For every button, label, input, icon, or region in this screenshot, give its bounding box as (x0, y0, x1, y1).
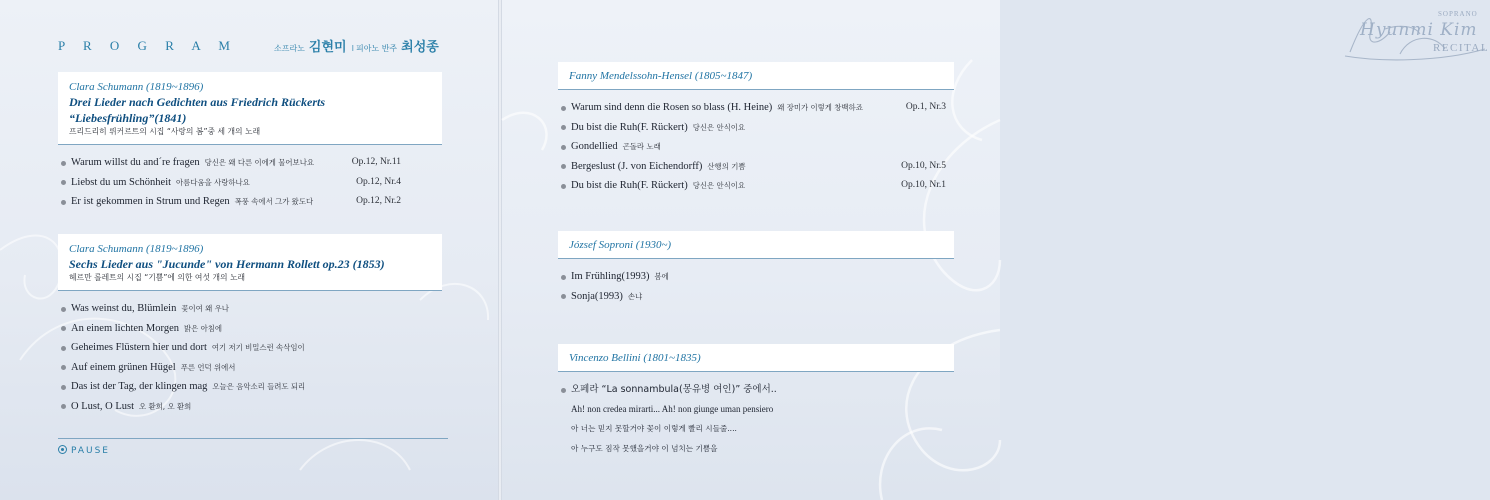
section-header (58, 234, 442, 291)
opus-number: Op.10, Nr.5 (901, 160, 946, 171)
program-heading: P R O G R A M (58, 38, 238, 53)
logo-bottom-text: RECITAL (1433, 42, 1490, 54)
song-title-korean: 꽃이여 왜 우나 (181, 304, 229, 313)
pause-marker (58, 438, 448, 456)
song-title-korean: 왜 장미가 이렇게 창백하죠 (777, 103, 863, 112)
song-title: An einem lichten Morgen (71, 322, 179, 334)
song-title-korean: 봄에 (654, 272, 669, 281)
song-title: O Lust, O Lust (71, 400, 134, 412)
song-item (58, 338, 442, 358)
song-title-korean: 오늘은 음악소리 들려도 되리 (212, 382, 306, 391)
song-title-korean: 오 환희, 오 환희 (139, 401, 192, 411)
composer-name: Fanny Mendelssohn-Hensel (1805~1847) (569, 70, 753, 82)
opus-number: Op.10, Nr.1 (901, 180, 946, 190)
composer-name: Vincenzo Bellini (1801~1835) (569, 352, 701, 364)
program-section-jozsef-soproni (558, 231, 954, 306)
song-item (58, 153, 442, 173)
performers-credit (274, 36, 442, 55)
song-title: Bergeslust (J. von Eichendorff) (571, 160, 703, 172)
song-item (558, 118, 954, 138)
soprano-name: 김현미 (308, 40, 347, 55)
song-title-korean: 폭풍 속에서 그가 왔도다 (234, 197, 314, 206)
composer-name: József Soproni (1930~) (569, 239, 672, 251)
song-title-korean: 당신은 왜 다른 이에게 물어보나요 (204, 158, 314, 167)
song-list (558, 98, 954, 196)
song-item (58, 192, 442, 212)
song-title-korean: 여기 저기 비밀스런 속삭임이 (211, 343, 305, 352)
composer-name: Clara Schumann (1819~1896) (69, 243, 204, 255)
song-title-korean: 밝은 아침에 (184, 323, 223, 333)
song-title: Warum sind denn die Rosen so blass (H. Heine) (571, 102, 773, 113)
section-header (558, 344, 954, 372)
song-item (58, 319, 442, 339)
song-title-korean: 손냐 (627, 291, 643, 301)
opus-number: Op.1, Nr.3 (905, 102, 946, 112)
pause-label: PAUSE (71, 446, 110, 456)
work-title: Sechs Lieder aus "Jucunde" von Hermann Rollett op.23 (1853) (69, 257, 385, 271)
song-item (558, 98, 954, 118)
lyric-line-korean: 아 누구도 짐작 못했을거야 이 넘치는 기쁨을 (571, 443, 718, 453)
song-title: 오페라 “La sonnambula(몽유병 여인)” 중에서.. (571, 384, 777, 395)
logo-top-text: SOPRANO (1438, 10, 1478, 18)
opus-number: Op.12, Nr.2 (356, 196, 401, 206)
circle-dot-icon (58, 445, 67, 454)
song-item (558, 157, 954, 177)
composer-name: Clara Schumann (1819~1896) (69, 81, 204, 93)
song-title-korean: 당신은 안식이요 (692, 122, 746, 132)
song-title: Das ist der Tag, der klingen mag (71, 381, 208, 392)
opus-number: Op.12, Nr.4 (356, 176, 401, 187)
song-title-korean: 푸른 언덕 위에서 (180, 362, 236, 372)
work-title-korean: 프리드리히 뤼커르트의 시집 “사랑의 봄”중 세 개의 노래 (69, 127, 261, 136)
lyric-line: Ah! non credea mirarti... Ah! non giunge uman pensiero (571, 403, 774, 414)
soprano-role-label: 소프라노 (274, 44, 305, 53)
song-title-korean: 곤돌라 노래 (622, 142, 661, 151)
credit-separator: I (351, 44, 354, 53)
pianist-name: 최성종 (401, 40, 439, 55)
song-list (558, 380, 954, 400)
right-page (502, 0, 1490, 500)
song-item (58, 358, 442, 378)
song-title: Du bist die Ruh(F. Rückert) (571, 180, 688, 191)
left-page (0, 0, 498, 500)
song-title: Du bist die Ruh(F. Rückert) (571, 121, 688, 133)
song-list (58, 153, 442, 212)
section-header (558, 231, 954, 259)
song-title: Im Frühling(1993) (571, 271, 650, 282)
song-list (558, 267, 954, 306)
song-item (558, 176, 954, 196)
song-title: Was weinst du, Blümlein (71, 303, 177, 314)
song-item (558, 267, 954, 287)
program-section-clara-schumann-1853 (58, 234, 442, 416)
piano-role-label: 피아노 반주 (355, 44, 398, 53)
program-section-clara-schumann-1841 (58, 72, 442, 212)
song-title: Liebst du um Schönheit (71, 176, 172, 188)
program-section-fanny-mendelssohn-hensel (558, 62, 954, 196)
song-title-korean: 아름다움을 사랑하나요 (176, 177, 250, 187)
song-item (558, 137, 954, 157)
section-header (558, 62, 954, 90)
program-section-vincenzo-bellini (558, 344, 954, 458)
song-title: Warum willst du and´re fragen (71, 157, 200, 168)
recital-logo (1340, 4, 1490, 64)
song-list (58, 299, 442, 416)
song-item (58, 377, 442, 397)
section-header (58, 72, 442, 145)
song-item (558, 380, 954, 400)
song-title-korean: 당신은 안식이요 (692, 181, 746, 190)
song-title: Gondellied (571, 141, 618, 152)
logo-script-name: Hyunmi Kim (1360, 20, 1478, 40)
song-item (58, 299, 442, 319)
song-title: Auf einem grünen Hügel (71, 361, 176, 373)
song-title: Geheimes Flüstern hier und dort (71, 342, 207, 353)
work-title-korean: 헤르만 롤레트의 시집 “기쁨”에 의한 여섯 개의 노래 (69, 273, 246, 282)
lyric-line-korean: 아 너는 믿지 못할거야 꽃이 이렇게 빨리 시들줄.... (571, 424, 737, 433)
work-title: Drei Lieder nach Gedichten aus Friedrich Rückerts “Liebesfrühling”(1841) (69, 95, 326, 125)
song-title: Sonja(1993) (571, 290, 623, 302)
song-item (58, 397, 442, 417)
song-title-korean: 산행의 기쁨 (707, 161, 746, 171)
song-item (558, 287, 954, 307)
song-title: Er ist gekommen in Strum und Regen (71, 196, 230, 207)
song-item (58, 173, 442, 193)
opus-number: Op.12, Nr.11 (351, 157, 401, 167)
